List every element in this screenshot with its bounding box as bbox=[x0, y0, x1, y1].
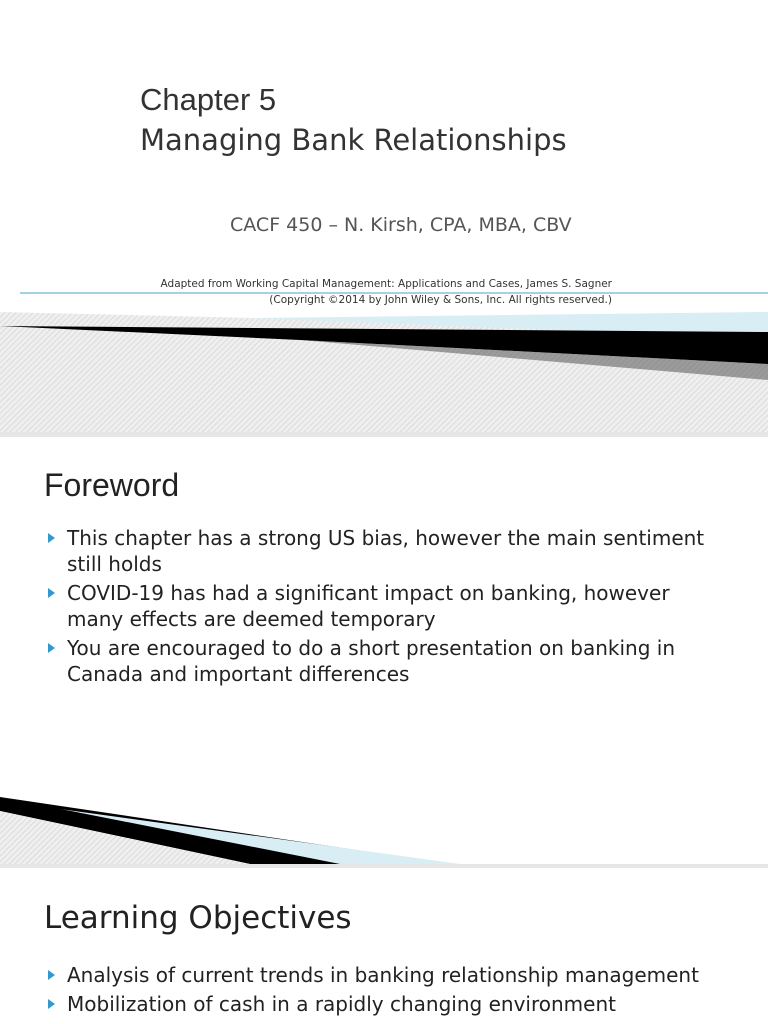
list-item: You are encouraged to do a short presentation on banking in Canada and important differences bbox=[48, 635, 728, 687]
source-note: Adapted from Working Capital Management: Applications and Cases, James S. Sagner bbox=[160, 278, 612, 290]
slide-heading: Learning Objectives bbox=[44, 900, 352, 936]
decorative-band bbox=[0, 437, 768, 864]
list-item: Analysis of current trends in banking relationship management bbox=[48, 962, 728, 988]
course-subtitle: CACF 450 – N. Kirsh, CPA, MBA, CBV bbox=[230, 214, 572, 236]
chapter-label: Chapter 5 bbox=[140, 82, 277, 117]
foreword-slide bbox=[0, 437, 768, 864]
triangle-bullet-icon bbox=[48, 999, 55, 1009]
slide-title: Managing Bank Relationships bbox=[140, 123, 567, 157]
copyright-note: (Copyright ©2014 by John Wiley & Sons, Inc. All rights reserved.) bbox=[269, 294, 612, 306]
list-item: This chapter has a strong US bias, however the main sentiment still holds bbox=[48, 525, 728, 577]
list-item: Mobilization of cash in a rapidly changing environment bbox=[48, 991, 728, 1017]
bullet-list bbox=[48, 962, 728, 1020]
decorative-band bbox=[0, 0, 768, 432]
learning-objectives-slide bbox=[0, 868, 768, 1024]
list-item: COVID-19 has had a significant impact on banking, however many effects are deemed temporary bbox=[48, 580, 728, 632]
slide-heading: Foreword bbox=[44, 467, 180, 503]
triangle-bullet-icon bbox=[48, 970, 55, 980]
title-slide bbox=[0, 0, 768, 432]
